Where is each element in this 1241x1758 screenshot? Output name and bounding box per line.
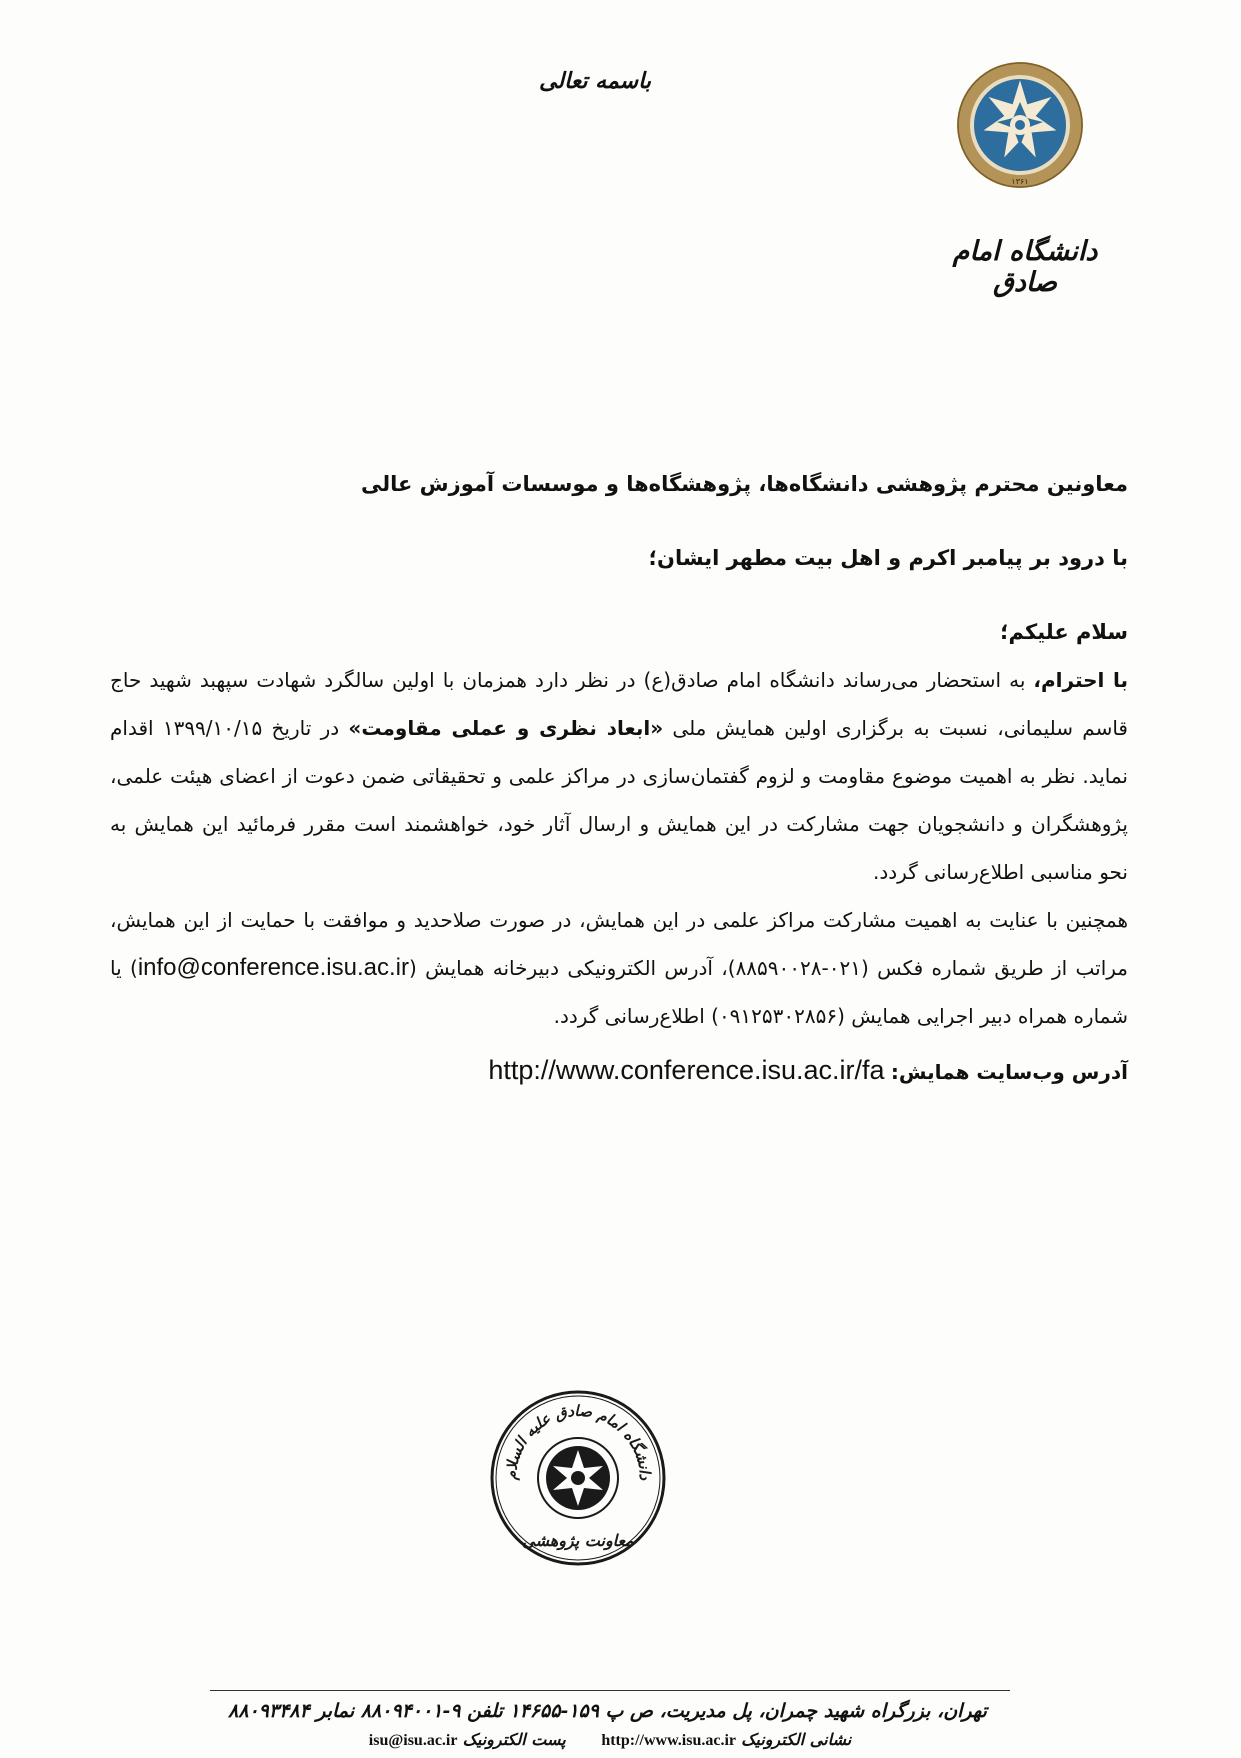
website-url: http://www.conference.isu.ac.ir/fa [488, 1055, 885, 1085]
research-deputy-stamp [488, 1388, 668, 1568]
paragraph-1-part-a: به استحضار می‌رساند دانشگاه امام صادق(ع) در نظر دارد همزمان با اولین سالگرد شهادت سپهبد شهید حاج قاسم سلیمانی، نسبت به برگزاری اولین همایش ملی [110, 668, 1128, 740]
greeting-line: با درود بر پیامبر اکرم و اهل بیت مطهر ایشان؛ [648, 546, 1128, 570]
footer-address: تهران، بزرگراه شهید چمران، پل مدیریت، ص پ ۱۵۹-۱۴۶۵۵ تلفن ۹-۸۸۰۹۴۰۰۱ نمابر ۸۸۰۹۳۴۸۴ [228, 1700, 987, 1722]
paragraph-2-part-b: ) یا شماره همراه دبیر اجرایی همایش (۰۹۱۲۵۳۰۲۸۵۶) اطلاع‌رسانی گردد. [110, 956, 1128, 1028]
invocation-text: باسمه تعالی [539, 68, 651, 94]
website-line [110, 1046, 1128, 1096]
footer-website: http://www.isu.ac.ir [601, 1732, 736, 1749]
paragraph-2-part-a: همچنین با عنایت به اهمیت مشارکت مراکز علمی در این همایش، در صورت صلاحدید و موافقت با حمایت از این همایش، مراتب از طریق شماره فکس (۰۲۱-۸۸۵۹۰۰۲۸)، آدرس الکترونیکی دبیرخانه همایش ( [110, 908, 1129, 980]
university-logo [955, 60, 1085, 190]
footer-email-label: پست الکترونیک [462, 1730, 566, 1749]
salam-line: سلام علیکم؛ [1000, 620, 1128, 644]
stamp-bottom-text: معاونت پژوهشی [522, 1531, 634, 1550]
footer-website-label: نشانی الکترونیک [741, 1730, 852, 1749]
conference-title: «ابعاد نظری و عملی مقاومت» [348, 716, 664, 740]
website-label: آدرس وب‌سایت همایش: [890, 1060, 1128, 1084]
footer-email: isu@isu.ac.ir [368, 1732, 458, 1749]
paragraph-1-lead: با احترام، [1033, 668, 1129, 692]
paragraph-1 [110, 656, 1128, 896]
footer-contact-line [330, 1730, 890, 1750]
letter-body [110, 460, 1128, 1096]
university-name: دانشگاه امام صادق [952, 236, 1098, 298]
paragraph-2 [110, 896, 1128, 1040]
stamp-top-text: دانشگاه امام صادق علیه السلام [501, 1401, 655, 1481]
conference-email: info@conference.isu.ac.ir [137, 954, 409, 981]
addressee-line: معاونین محترم پژوهشی دانشگاه‌ها، پژوهشگاه‌ها و موسسات آموزش عالی [360, 472, 1128, 496]
footer-divider [210, 1690, 1010, 1691]
paragraph-1-part-b: در تاریخ ۱۳۹۹/۱۰/۱۵ اقدام نماید. نظر به اهمیت موضوع مقاومت و لزوم گفتمان‌سازی در مراکز علمی و تحقیقاتی ضمن دعوت از اعضای هیئت علمی، پژوهشگران و دانشجویان جهت مشارکت در این همایش و ارسال آثار خود، خواهشمند است مقرر فرمائید این همایش به نحو مناسبی اطلاع‌رسانی گردد. [110, 716, 1128, 884]
logo-year: ۱۳۶۱ [1011, 177, 1029, 186]
